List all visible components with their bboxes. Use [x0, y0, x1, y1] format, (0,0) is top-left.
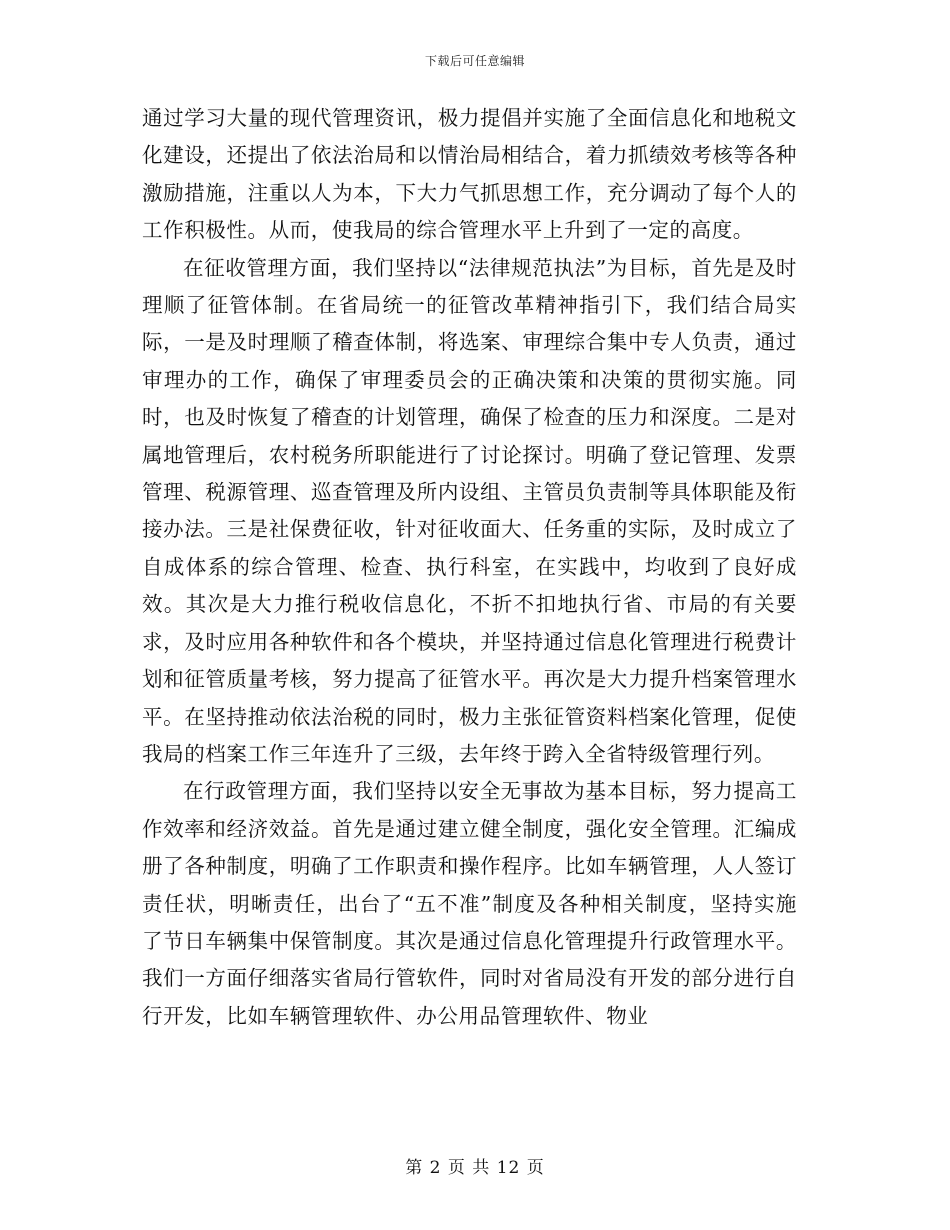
header-note: 下载后可任意编辑 — [424, 54, 525, 68]
body-text — [142, 100, 797, 1035]
page-footer — [0, 1153, 950, 1178]
paragraph-1: 通过学习大量的现代管理资讯，极力提倡并实施了全面信息化和地税文化建设，还提出了依法治局和以情治局相结合，着力抓绩效考核等各种激励措施，注重以人为本，下大力气抓思想工作，充分调动了每个人的工作积极性。从而，使我局的综合管理水平上升到了一定的高度。 — [142, 106, 797, 243]
paragraph-2: 在征收管理方面，我们坚持以“法律规范执法”为目标，首先是及时理顺了征管体制。在省局统一的征管改革精神指引下，我们结合局实际，一是及时理顺了稽查体制，将选案、审理综合集中专人负责，通过审理办的工作，确保了审理委员会的正确决策和决策的贯彻实施。同时，也及时恢复了稽查的计划管理，确保了检查的压力和深度。二是对属地管理后，农村税务所职能进行了讨论探讨。明确了登记管理、发票管理、税源管理、巡查管理及所内设组、主管员负责制等具体职能及衔接办法。三是社保费征收，针对征收面大、任务重的实际，及时成立了自成体系的综合管理、检查、执行科室，在实践中，均收到了良好成效。其次是大力推行税收信息化，不折不扣地执行省、市局的有关要求，及时应用各种软件和各个模块，并坚持通过信息化管理进行税费计划和征管质量考核，努力提高了征管水平。再次是大力提升档案管理水平。在坚持推动依法治税的同时，极力主张征管资料档案化管理，促使我局的档案工作三年连升了三级，去年终于跨入全省特级管理行列。 — [142, 255, 797, 766]
paragraph-3: 在行政管理方面，我们坚持以安全无事故为基本目标，努力提高工作效率和经济效益。首先是通过建立健全制度，强化安全管理。汇编成册了各种制度，明确了工作职责和操作程序。比如车辆管理，人人签订责任状，明晰责任，出台了“五不准”制度及各种相关制度，坚持实施了节日车辆集中保管制度。其次是通过信息化管理提升行政管理水平。我们一方面仔细落实省局行管软件，同时对省局没有开发的部分进行自行开发，比如车辆管理软件、办公用品管理软件、物业 — [142, 779, 797, 1028]
page-number-label: 第 2 页 共 12 页 — [405, 1158, 545, 1178]
